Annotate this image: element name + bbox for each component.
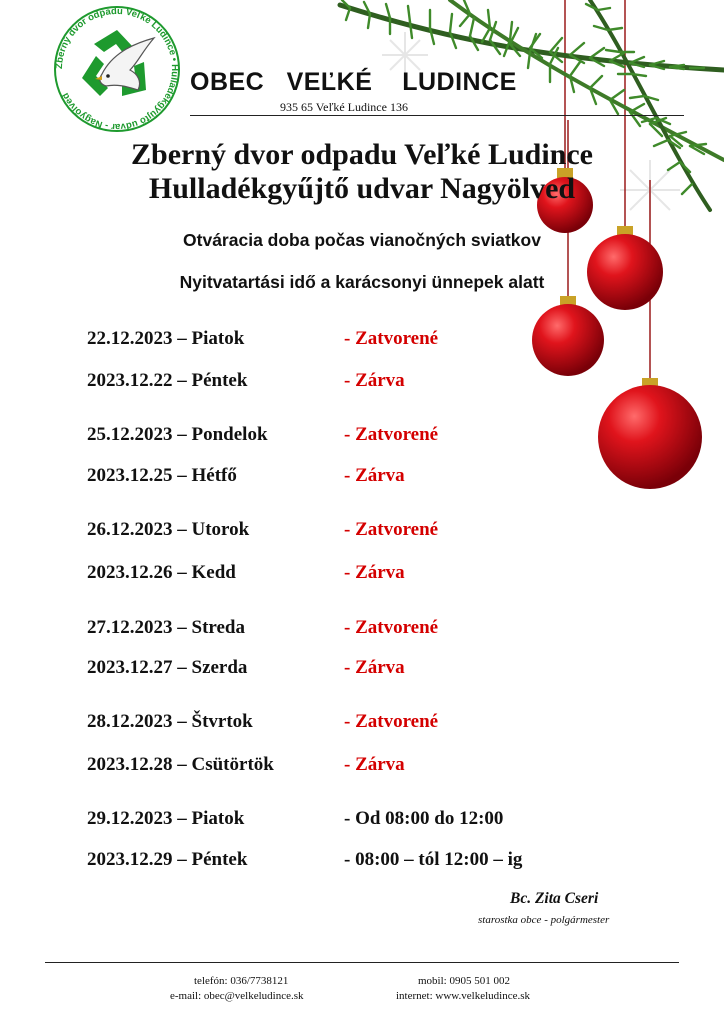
schedule-row [87, 849, 687, 875]
schedule-date: 2023.12.26 – Kedd [87, 562, 236, 583]
schedule-row [87, 711, 687, 737]
document-title-sk: Zberný dvor odpadu Veľké Ludince [131, 138, 593, 171]
schedule-status: - 08:00 – tól 12:00 – ig [344, 849, 523, 870]
logo-text: Zberný dvor odpadu Veľké Ludince • Hulladékgyűjtő udvar - Nagyölved [53, 5, 181, 133]
schedule-row [87, 424, 687, 450]
schedule-status: - Zárva [344, 370, 405, 391]
schedule-row [87, 754, 687, 780]
schedule-row [87, 657, 687, 683]
recycling-logo [42, 4, 192, 134]
schedule-date: 2023.12.28 – Csütörtök [87, 754, 274, 775]
signatory-name: Bc. Zita Cseri [510, 890, 599, 907]
signatory-role: starostka obce - polgármester [478, 914, 610, 926]
schedule-date: 28.12.2023 – Štvrtok [87, 711, 253, 732]
schedule-status: - Zatvorené [344, 711, 439, 732]
schedule-row [87, 562, 687, 588]
schedule-row [87, 328, 687, 354]
schedule-date: 2023.12.22 – Péntek [87, 370, 248, 391]
schedule-row [87, 465, 687, 491]
schedule-status: - Zatvorené [344, 617, 439, 638]
schedule-status: - Zárva [344, 754, 405, 775]
subtitle-hu: Nyitvatartási idő a karácsonyi ünnepek alatt [179, 272, 545, 292]
schedule-date: 25.12.2023 – Pondelok [87, 424, 268, 445]
schedule-status: - Zárva [344, 465, 405, 486]
schedule-date: 2023.12.25 – Hétfő [87, 465, 237, 486]
schedule-status: - Zárva [344, 562, 405, 583]
schedule-status: - Od 08:00 do 12:00 [344, 808, 504, 829]
schedule-date: 26.12.2023 – Utorok [87, 519, 250, 540]
subtitle-sk: Otváracia doba počas vianočných sviatkov [183, 230, 541, 250]
schedule-status: - Zatvorené [344, 519, 439, 540]
schedule-date: 29.12.2023 – Piatok [87, 808, 245, 829]
footer-email[interactable]: e-mail: obec@velkeludince.sk [170, 990, 304, 1002]
municipality-name: OBEC VEĽKÉ LUDINCE [190, 68, 517, 96]
schedule-date: 2023.12.27 – Szerda [87, 657, 248, 678]
schedule-date: 2023.12.29 – Péntek [87, 849, 248, 870]
schedule-status: - Zatvorené [344, 424, 439, 445]
schedule-row [87, 808, 687, 834]
schedule-date: 22.12.2023 – Piatok [87, 328, 245, 349]
footer-phone: telefón: 036/7738121 [194, 975, 289, 987]
schedule-row [87, 617, 687, 643]
schedule-status: - Zárva [344, 657, 405, 678]
schedule-date: 27.12.2023 – Streda [87, 617, 245, 638]
schedule-row [87, 370, 687, 396]
footer-website[interactable]: internet: www.velkeludince.sk [396, 990, 530, 1002]
footer-mobile: mobil: 0905 501 002 [418, 975, 510, 987]
document-title-hu: Hulladékgyűjtő udvar Nagyölved [148, 172, 576, 205]
header-divider [190, 115, 684, 116]
footer-divider [45, 962, 679, 963]
schedule-status: - Zatvorené [344, 328, 439, 349]
schedule-row [87, 519, 687, 545]
municipality-address: 935 65 Veľké Ludince 136 [280, 100, 408, 114]
